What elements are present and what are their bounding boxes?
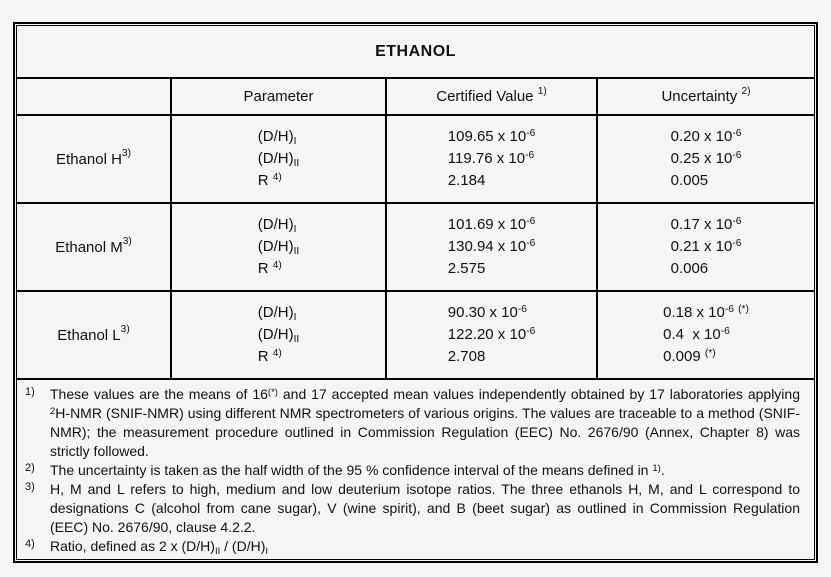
- certificate-table: [16, 25, 815, 560]
- uncertainty-line: 0.006: [670, 260, 709, 277]
- row-label: Ethanol L $^{3)}$: [17, 292, 172, 378]
- certified-value-cell: [387, 116, 598, 202]
- certified-value-line: 122.20 x $10^{-6}$: [447, 326, 536, 343]
- uncertainty-line: 0.18 x $10^{-6}$ (*): [663, 304, 749, 321]
- table-row-ethanol-m: [17, 204, 814, 292]
- certified-value-line: 109.65 x $10^{-6}$: [447, 128, 536, 145]
- parameter-line: $(D/H)_{II}$: [257, 326, 300, 345]
- parameter-line: $(D/H)_I$: [257, 304, 297, 323]
- parameter-lines: [258, 302, 300, 368]
- certified-value-lines: [448, 214, 535, 280]
- table-header-row: [17, 79, 814, 116]
- certified-value-cell: [387, 292, 598, 378]
- footnote-text: The uncertainty is taken as the half width of the 95 % confidence interval of the means defined in $^{1)}$.: [50, 462, 665, 478]
- footnote-marker: 4): [25, 538, 35, 550]
- table-row-ethanol-h: [17, 116, 814, 204]
- uncertainty-line: 0.4 x $10^{-6}$: [663, 326, 730, 343]
- parameter-cell: [172, 116, 387, 202]
- parameter-lines: [258, 214, 300, 280]
- uncertainty-cell: [598, 116, 814, 202]
- certified-value-cell: [387, 204, 598, 290]
- table-row-ethanol-l: [17, 292, 814, 380]
- certified-value-line: 130.94 x $10^{-6}$: [447, 238, 536, 255]
- footnote-text: Ratio, defined as 2 x $(D/H)_{II} / (D/H)_I$: [50, 538, 269, 557]
- parameter-line: $(D/H)_I$: [257, 128, 297, 147]
- uncertainty-cell: [598, 204, 814, 290]
- uncertainty-line: 0.009 (*): [663, 348, 716, 365]
- certified-value-line: 119.76 x $10^{-6}$: [447, 150, 535, 167]
- parameter-lines: [258, 126, 300, 192]
- table-title: ETHANOL: [17, 26, 814, 79]
- certified-value-line: 2.184: [447, 172, 486, 189]
- parameter-line: $(D/H)_{II}$: [257, 150, 300, 169]
- certified-value-lines: [448, 302, 535, 368]
- row-label: Ethanol H $^{3)}$: [17, 116, 172, 202]
- certified-value-line: 2.575: [447, 260, 486, 277]
- footnote-1: [21, 385, 808, 461]
- uncertainty-lines: [663, 302, 749, 368]
- footnotes-section: [17, 380, 814, 559]
- certified-value-line: 90.30 x $10^{-6}$: [447, 304, 527, 321]
- uncertainty-line: 0.21 x $10^{-6}$: [670, 238, 742, 255]
- uncertainty-cell: [598, 292, 814, 378]
- table-outer-border: [13, 22, 818, 563]
- uncertainty-line: 0.25 x $10^{-6}$: [670, 150, 742, 167]
- footnote-marker: 3): [25, 481, 35, 493]
- footnote-text: These values are the means of 16(*) and 17 accepted mean values independently obtained by 17 laboratories applying $^2$H-NMR (SNIF-NMR) using different NMR spectrometers of various origins. The values are traceable to a method (SNIF-NMR); the measurement procedure outlined in Commission Regulation (EEC) No. 2676/90 (Annex, Chapter 8) was strictly followed.: [50, 386, 800, 459]
- parameter-line: R $^{4)}$: [257, 260, 282, 277]
- row-label: Ethanol M $^{3)}$: [17, 204, 172, 290]
- uncertainty-line: 0.17 x $10^{-6}$: [670, 216, 742, 233]
- uncertainty-line: 0.20 x $10^{-6}$: [670, 128, 742, 145]
- footnote-3: [21, 480, 808, 537]
- header-parameter: Parameter: [172, 79, 387, 114]
- footnote-text: H, M and L refers to high, medium and low deuterium isotope ratios. The three ethanols H, M, and L correspond to designations C (alcohol from cane sugar), V (wine spirit), and B (beet sugar) as outlined in Commission Regulation (EEC) No. 2676/90, clause 4.2.2.: [50, 481, 800, 535]
- footnote-4: [21, 537, 808, 556]
- parameter-line: $(D/H)_I$: [257, 216, 297, 235]
- footnote-2: [21, 461, 808, 480]
- header-certified-value: Certified Value $^{1)}$: [387, 79, 598, 114]
- header-uncertainty: Uncertainty $^{2)}$: [661, 85, 751, 105]
- parameter-line: R $^{4)}$: [257, 348, 282, 365]
- certified-value-line: 101.69 x $10^{-6}$: [447, 216, 536, 233]
- certified-value-lines: [448, 126, 535, 192]
- uncertainty-lines: [671, 126, 742, 192]
- parameter-line: $(D/H)_{II}$: [257, 238, 300, 257]
- header-blank-cell: [17, 79, 172, 114]
- parameter-cell: [172, 204, 387, 290]
- certified-value-line: 2.708: [447, 348, 486, 365]
- parameter-line: R $^{4)}$: [257, 172, 282, 189]
- parameter-cell: [172, 292, 387, 378]
- footnote-marker: 1): [25, 386, 35, 398]
- uncertainty-line: 0.005: [670, 172, 709, 189]
- footnote-marker: 2): [25, 462, 35, 474]
- uncertainty-lines: [671, 214, 742, 280]
